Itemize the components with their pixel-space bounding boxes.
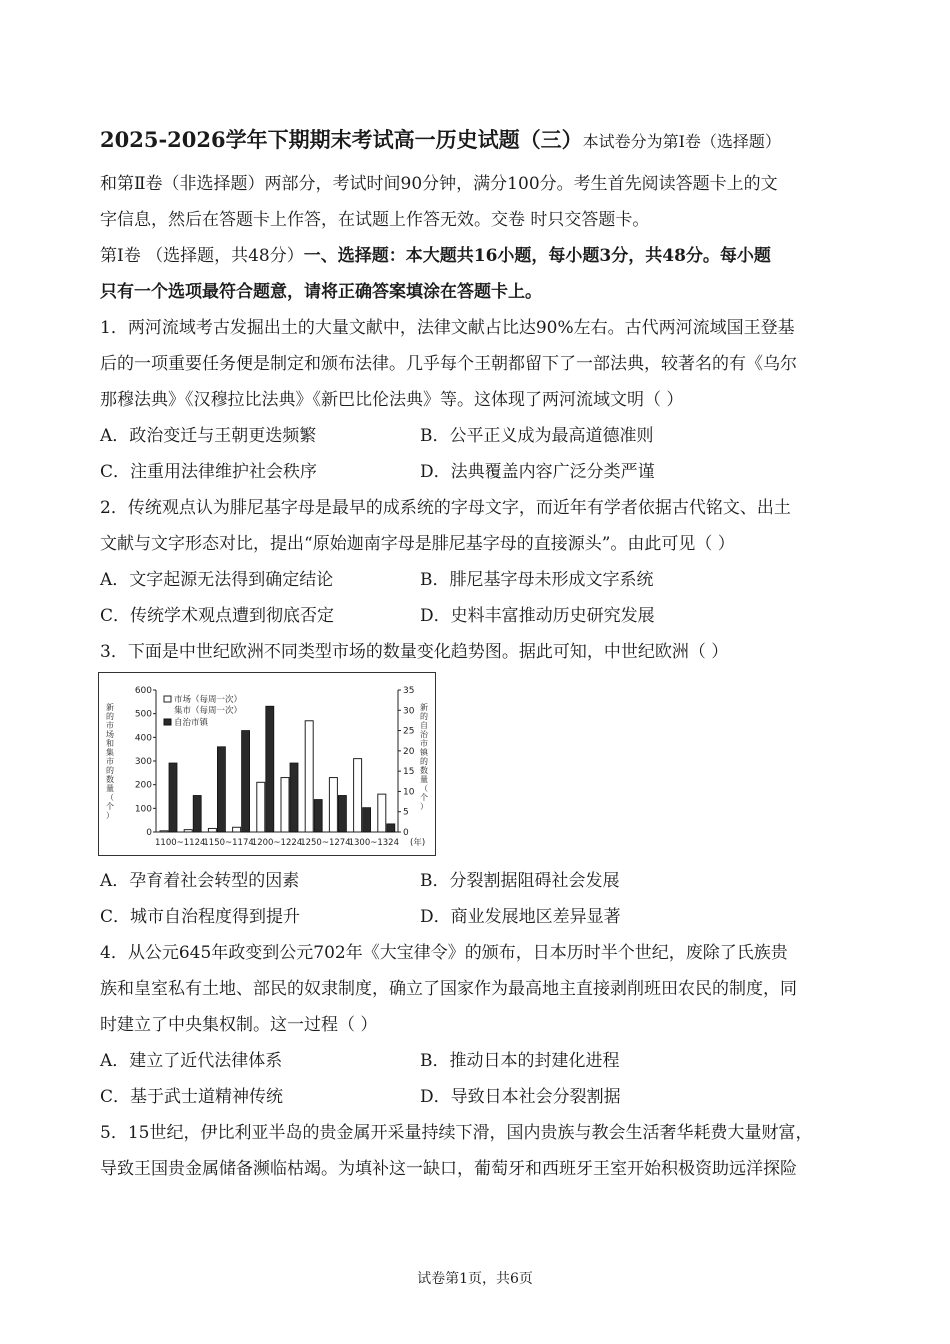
- right-tick-label: 30: [403, 706, 415, 717]
- bar-autonomous-town: [266, 706, 274, 832]
- intro-text-1: 本试卷分为第Ⅰ卷（选择题）: [582, 132, 781, 151]
- question-5-line-1: 5．15世纪，伊比利亚半岛的贵金属开采量持续下滑，国内贵族与教会生活奢华耗费大量财富，: [100, 1123, 813, 1143]
- left-axis-label: 新的市场和集市的数量（个）: [106, 703, 114, 820]
- section-line-1: [100, 246, 860, 266]
- legend-swatch-market: [164, 696, 171, 702]
- question-2-line-2: 文献与文字形态对比，提出“原始迦南字母是腓尼基字母的直接源头”。由此可见（ ）: [100, 534, 735, 554]
- question-2-option-b: B．腓尼基字母未形成文字系统: [420, 570, 654, 590]
- question-1-option-b: B．公平正义成为最高道德准则: [420, 426, 654, 446]
- question-5-line-2: 导致王国贵金属储备濒临枯竭。为填补这一缺口，葡萄牙和西班牙王室开始积极资助远洋探险: [100, 1159, 797, 1179]
- bar-autonomous-town: [387, 824, 395, 832]
- left-tick-label: 0: [146, 828, 152, 838]
- legend-label-fair: 集市（每周一次）: [174, 706, 243, 716]
- left-tick-label: 400: [134, 733, 152, 744]
- question-4-option-d: D．导致日本社会分裂割据: [420, 1087, 621, 1107]
- bar-market: [233, 827, 241, 832]
- question-3-option-a: A．孕育着社会转型的因素: [100, 871, 300, 891]
- question-4-option-b: B．推动日本的封建化进程: [420, 1051, 620, 1071]
- bar-market: [160, 831, 168, 832]
- title-line: [100, 127, 860, 152]
- legend-label-town: 自治市镇: [174, 718, 209, 728]
- x-tick-label: 1200~1224: [251, 838, 303, 848]
- question-2-option-a: A．文字起源无法得到确定结论: [100, 570, 334, 590]
- right-tick-label: 10: [403, 787, 415, 798]
- question-4-option-c: C．基于武士道精神传统: [100, 1087, 284, 1107]
- question-3-option-c: C．城市自治程度得到提升: [100, 907, 301, 927]
- bar-market: [354, 759, 362, 832]
- page-footer: 试卷第1页，共6页: [417, 1271, 533, 1287]
- left-tick-label: 600: [134, 686, 152, 696]
- section-instruction-1: 一、选择题：本大题共16小题，每小题3分，共48分。每小题: [303, 246, 771, 266]
- intro-text-3: 字信息，然后在答题卡上作答，在试题上作答无效。交卷 时只交答题卡。: [100, 210, 650, 230]
- right-tick-label: 15: [403, 767, 415, 778]
- x-tick-label: 1100~1124: [155, 838, 206, 848]
- section-instruction-2: 只有一个选项最符合题意，请将正确答案填涂在答题卡上。: [100, 282, 542, 302]
- question-3-line-1: 3．下面是中世纪欧洲不同类型市场的数量变化趋势图。据此可知，中世纪欧洲（ ）: [100, 642, 729, 662]
- question-2-option-c: C．传统学术观点遭到彻底否定: [100, 606, 335, 626]
- question-1-option-d: D．法典覆盖内容广泛分类严谨: [420, 462, 655, 482]
- bar-market: [208, 828, 216, 832]
- question-3-option-d: D．商业发展地区差异显著: [420, 907, 621, 927]
- bar-market: [378, 794, 386, 832]
- bar-market: [281, 778, 289, 832]
- right-tick-label: 25: [403, 726, 415, 737]
- x-tick-label: 1300~1324: [348, 838, 399, 848]
- intro-text-2: 和第Ⅱ卷（非选择题）两部分，考试时间90分钟，满分100分。考生首先阅读答题卡上的文: [100, 174, 778, 194]
- question-1-line-2: 后的一项重要任务便是制定和颁布法律。几乎每个王朝都留下了一部法典，较著名的有《乌尔: [100, 354, 797, 374]
- question-4-line-1: 4．从公元645年政变到公元702年《大宝律令》的颁布，日本历时半个世纪，废除了氏族贵: [100, 943, 788, 963]
- right-tick-label: 5: [403, 807, 409, 818]
- question-1-option-a: A．政治变迁与王朝更迭频繁: [100, 426, 317, 446]
- x-tick-label: 1150~1174: [203, 838, 254, 848]
- bar-autonomous-town: [338, 795, 346, 832]
- bar-market: [184, 830, 192, 832]
- right-tick-label: 20: [403, 746, 415, 757]
- question-3-option-b: B．分裂割据阻碍社会发展: [420, 871, 620, 891]
- bar-autonomous-town: [169, 763, 177, 832]
- bar-market: [257, 782, 265, 832]
- bar-autonomous-town: [363, 808, 371, 832]
- bar-autonomous-town: [217, 747, 225, 832]
- x-unit-label: (年): [410, 838, 426, 848]
- market-bar-chart: [98, 672, 436, 856]
- left-tick-label: 300: [134, 757, 152, 767]
- question-4-option-a: A．建立了近代法律体系: [100, 1051, 283, 1071]
- question-4-line-3: 时建立了中央集权制。这一过程（ ）: [100, 1015, 378, 1035]
- left-tick-label: 100: [134, 804, 152, 815]
- section-part: 第Ⅰ卷 （选择题，共48分）: [100, 246, 304, 266]
- question-1-option-c: C．注重用法律维护社会秩序: [100, 462, 318, 482]
- page-title: 2025-2026学年下期期末考试高一历史试题（三）: [100, 127, 583, 152]
- question-2-option-d: D．史料丰富推动历史研究发展: [420, 606, 655, 626]
- legend-label-market: 市场（每周一次）: [174, 695, 243, 705]
- bar-market: [329, 778, 337, 832]
- bar-autonomous-town: [290, 763, 298, 832]
- bar-autonomous-town: [314, 800, 322, 832]
- question-2-line-1: 2．传统观点认为腓尼基字母是最早的成系统的字母文字，而近年有学者依据古代铭文、出土: [100, 498, 791, 518]
- question-1-line-1: 1．两河流域考古发掘出土的大量文献中，法律文献占比达90%左右。古代两河流域国王登基: [100, 318, 795, 338]
- bar-market: [305, 721, 313, 832]
- left-tick-label: 200: [134, 780, 152, 791]
- bar-autonomous-town: [242, 731, 250, 832]
- left-tick-label: 500: [134, 709, 152, 720]
- right-tick-label: 0: [403, 828, 409, 838]
- bar-autonomous-town: [193, 795, 201, 832]
- question-1-line-3: 那穆法典》《汉穆拉比法典》《新巴比伦法典》等。这体现了两河流域文明（ ）: [100, 390, 684, 410]
- x-tick-label: 1250~1274: [300, 838, 351, 848]
- question-4-line-2: 族和皇室私有土地、部民的奴隶制度，确立了国家作为最高地主直接剥削班田农民的制度，同: [100, 979, 797, 999]
- right-tick-label: 35: [403, 686, 415, 696]
- right-axis-label: 新的自治市镇的数量（个）: [420, 703, 428, 811]
- legend-swatch-town: [164, 719, 171, 725]
